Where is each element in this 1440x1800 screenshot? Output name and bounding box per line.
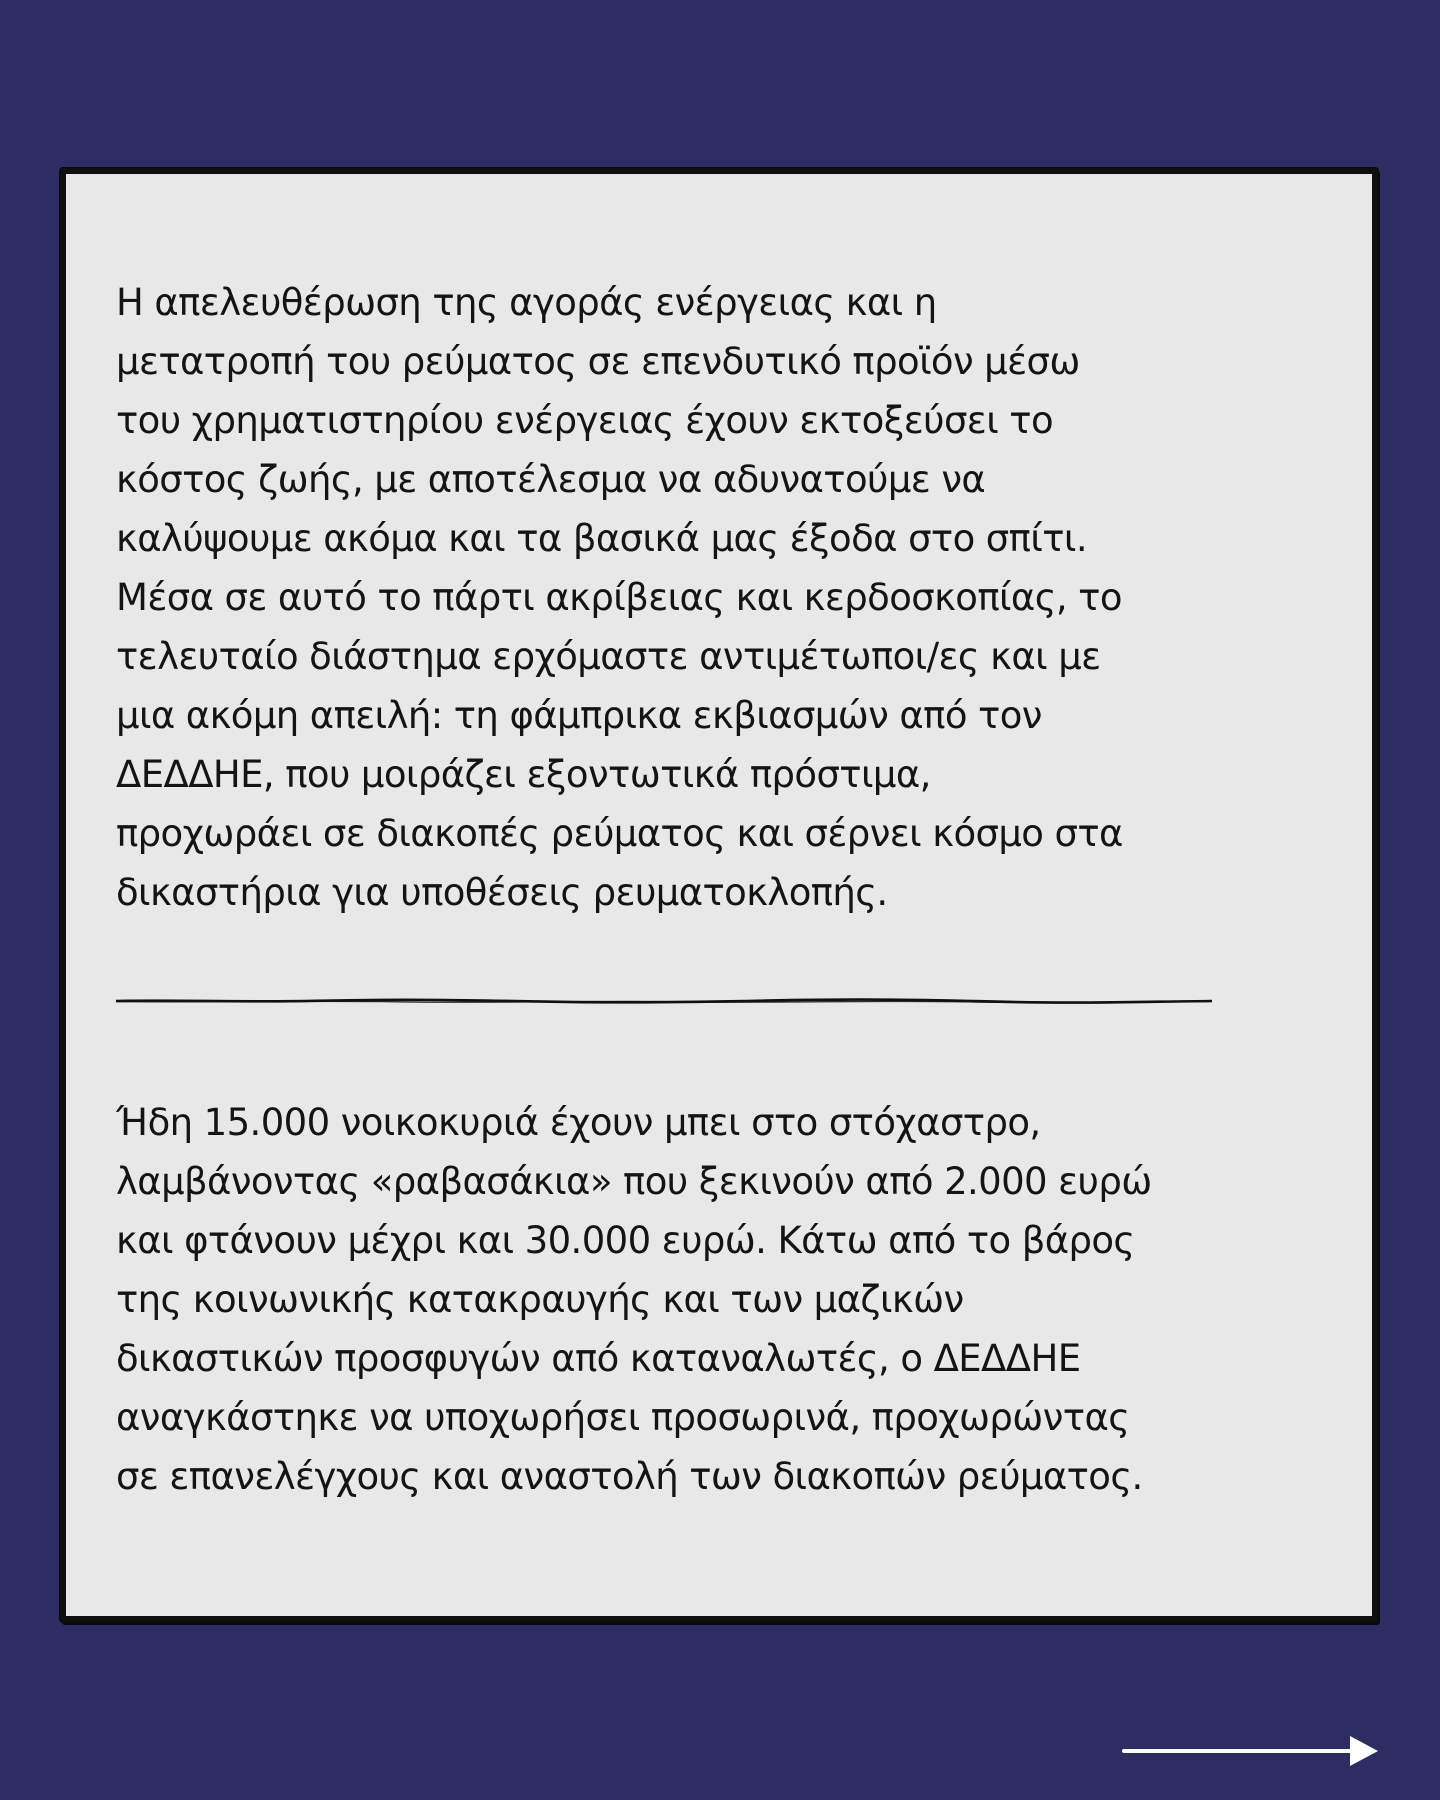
right-arrow-icon[interactable] [1122,1734,1380,1768]
text-line: Ήδη 15.000 νοικοκυριά έχουν μπει στο στόχαστρο, [116,1101,1041,1144]
divider [116,994,1212,1008]
text-line: του χρηματιστηρίου ενέργειας έχουν εκτοξεύσει το [116,399,1053,442]
text-line: προχωράει σε διακοπές ρεύματος και σέρνει κόσμο στα [116,812,1123,855]
text-line: αναγκάστηκε να υποχωρήσει προσωρινά, προχωρώντας [116,1396,1130,1439]
text-line: λαμβάνοντας «ραβασάκια» που ξεκινούν από 2.000 ευρώ [116,1160,1152,1203]
text-line: Η απελευθέρωση της αγοράς ενέργειας και η [116,281,937,324]
text-card [60,168,1378,1622]
text-line: δικαστήρια για υποθέσεις ρευματοκλοπής. [116,871,888,914]
text-line: δικαστικών προσφυγών από καταναλωτές, ο ΔΕΔΔΗΕ [116,1337,1081,1380]
text-line: κόστος ζωής, με αποτέλεσμα να αδυνατούμε να [116,458,986,501]
text-line: ΔΕΔΔΗΕ, που μοιράζει εξοντωτικά πρόστιμα, [116,753,931,796]
text-line: σε επανελέγχους και αναστολή των διακοπών ρεύματος. [116,1455,1143,1498]
text-line: μετατροπή του ρεύματος σε επενδυτικό προϊόν μέσω [116,340,1080,383]
text-line: μια ακόμη απειλή: τη φάμπρικα εκβιασμών από τον [116,694,1042,737]
text-line: και φτάνουν μέχρι και 30.000 ευρώ. Κάτω από το βάρος [116,1219,1135,1262]
paragraph-energy-costs [116,273,1123,922]
text-line: της κοινωνικής κατακραυγής και των μαζικών [116,1278,964,1321]
text-line: τελευταίο διάστημα ερχόμαστε αντιμέτωποι/ες και με [116,635,1101,678]
text-line: καλύψουμε ακόμα και τα βασικά μας έξοδα στο σπίτι. [116,517,1088,560]
text-line: Μέσα σε αυτό το πάρτι ακρίβειας και κερδοσκοπίας, το [116,576,1122,619]
paragraph-households [116,1093,1152,1506]
